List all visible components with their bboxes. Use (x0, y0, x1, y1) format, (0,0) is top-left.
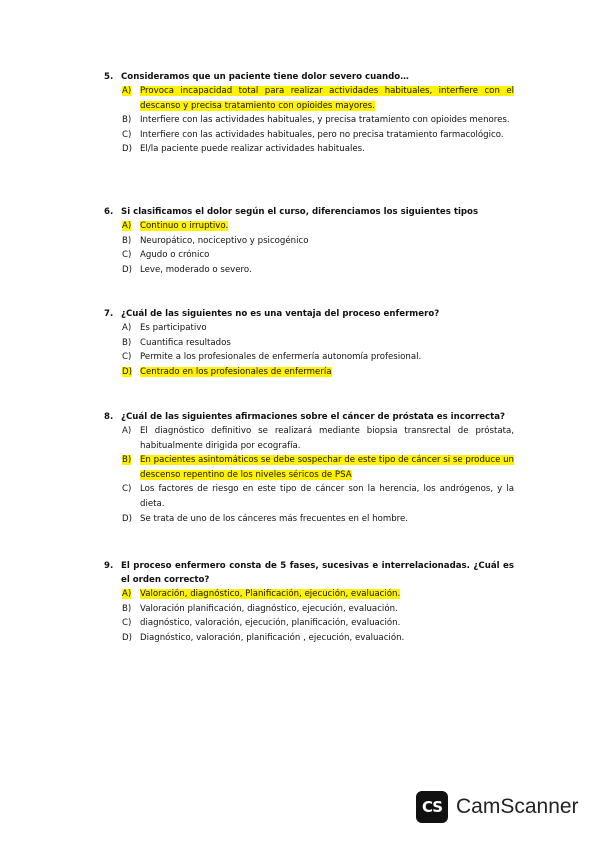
question-7 (104, 307, 514, 379)
option-letter: D) (122, 513, 132, 524)
option-text: Valoración, diagnóstico, Planificación, ejecución, evaluación. (140, 589, 401, 599)
question-number: 8. (104, 412, 114, 422)
option-b (122, 336, 514, 351)
option-text: En pacientes asintomáticos se debe sospechar de este tipo de cáncer si se produce un descenso repentino de los niveles séricos de PSA (140, 455, 514, 480)
option-a (122, 84, 514, 113)
option-letter: A) (122, 589, 132, 599)
question-header (104, 70, 514, 84)
camscanner-watermark (416, 791, 579, 823)
option-letter: C) (122, 484, 132, 495)
option-text: Leve, moderado o severo. (140, 264, 252, 275)
option-text: Interfiere con las actividades habituales, y precisa tratamiento con opioides menores. (140, 115, 510, 126)
option-text: El diagnóstico definitivo se realizará mediante biopsia transrectal de próstata, habitualmente dirigida por ecografía. (140, 426, 514, 451)
option-letter: B) (122, 115, 132, 126)
option-letter: A) (122, 323, 132, 333)
option-letter: D) (122, 632, 132, 643)
option-text: Continuo o irruptivo. (140, 221, 229, 231)
option-c (122, 350, 514, 365)
question-9 (104, 559, 514, 645)
question-text: ¿Cuál de las siguientes no es una ventaja del proceso enfermero? (121, 309, 440, 319)
question-number: 6. (104, 207, 114, 217)
option-letter: B) (122, 603, 132, 614)
option-letter: C) (122, 250, 132, 261)
question-8 (104, 410, 514, 526)
option-letter: D) (122, 366, 132, 377)
option-text: Valoración planificación, diagnóstico, ejecución, evaluación. (140, 603, 398, 614)
option-c (122, 128, 514, 143)
question-number: 5. (104, 72, 114, 82)
option-c (122, 248, 514, 263)
question-text: Si clasificamos el dolor según el curso, diferenciamos los siguientes tipos (121, 207, 479, 217)
option-text: Los factores de riesgo en este tipo de cáncer son la herencia, los andrógenos, y la dieta. (140, 484, 514, 509)
option-d (122, 365, 514, 380)
question-5 (104, 70, 514, 157)
option-letter: B) (122, 235, 132, 246)
question-header (104, 307, 514, 321)
option-letter: B) (122, 455, 132, 466)
option-a (122, 219, 514, 234)
option-text: Se trata de uno de los cánceres más frecuentes en el hombre. (140, 513, 409, 524)
option-text: diagnóstico, valoración, ejecución, planificación, evaluación. (140, 618, 401, 629)
option-text: Agudo o crónico (140, 250, 210, 261)
option-d (122, 142, 514, 157)
option-letter: C) (122, 352, 132, 363)
option-c (122, 616, 514, 631)
question-text: Consideramos que un paciente tiene dolor severo cuando… (121, 72, 409, 82)
question-text: El proceso enfermero consta de 5 fases, sucesivas e interrelacionadas. ¿Cuál es el orden correcto? (121, 561, 514, 585)
option-text: Centrado en los profesionales de enfermería (140, 366, 332, 377)
option-text: Diagnóstico, valoración, planificación , ejecución, evaluación. (140, 632, 405, 643)
option-text: Es participativo (140, 323, 207, 333)
option-letter: A) (122, 221, 132, 231)
question-header (104, 559, 514, 587)
question-6 (104, 205, 514, 277)
option-letter: B) (122, 337, 132, 348)
option-d (122, 631, 514, 646)
camscanner-logo-icon: CS (416, 791, 448, 823)
question-header (104, 410, 514, 424)
question-text: ¿Cuál de las siguientes afirmaciones sobre el cáncer de próstata es incorrecta? (121, 412, 506, 422)
option-letter: A) (122, 86, 132, 96)
option-letter: D) (122, 144, 132, 155)
option-c (122, 482, 514, 511)
option-letter: A) (122, 426, 132, 436)
option-a (122, 424, 514, 453)
option-text: Permite a los profesionales de enfermería autonomía profesional. (140, 352, 422, 363)
question-number: 9. (104, 561, 114, 571)
question-number: 7. (104, 309, 114, 319)
option-b (122, 453, 514, 482)
option-b (122, 602, 514, 617)
option-d (122, 512, 514, 527)
option-a (122, 321, 514, 336)
option-text: Neuropático, nociceptivo y psicogénico (140, 235, 309, 246)
option-text: Interfiere con las actividades habituales, pero no precisa tratamiento farmacológico. (140, 129, 504, 140)
option-text: Provoca incapacidad total para realizar actividades habituales, interfiere con el descanso y precisa tratamiento con opioides mayores. (140, 86, 514, 111)
option-text: El/la paciente puede realizar actividades habituales. (140, 144, 365, 155)
option-b (122, 234, 514, 249)
option-letter: C) (122, 618, 132, 629)
option-b (122, 113, 514, 128)
option-d (122, 263, 514, 278)
camscanner-name: CamScanner (456, 795, 579, 818)
option-a (122, 587, 514, 602)
option-letter: D) (122, 264, 132, 275)
option-letter: C) (122, 129, 132, 140)
option-text: Cuantifica resultados (140, 337, 231, 348)
question-header (104, 205, 514, 219)
